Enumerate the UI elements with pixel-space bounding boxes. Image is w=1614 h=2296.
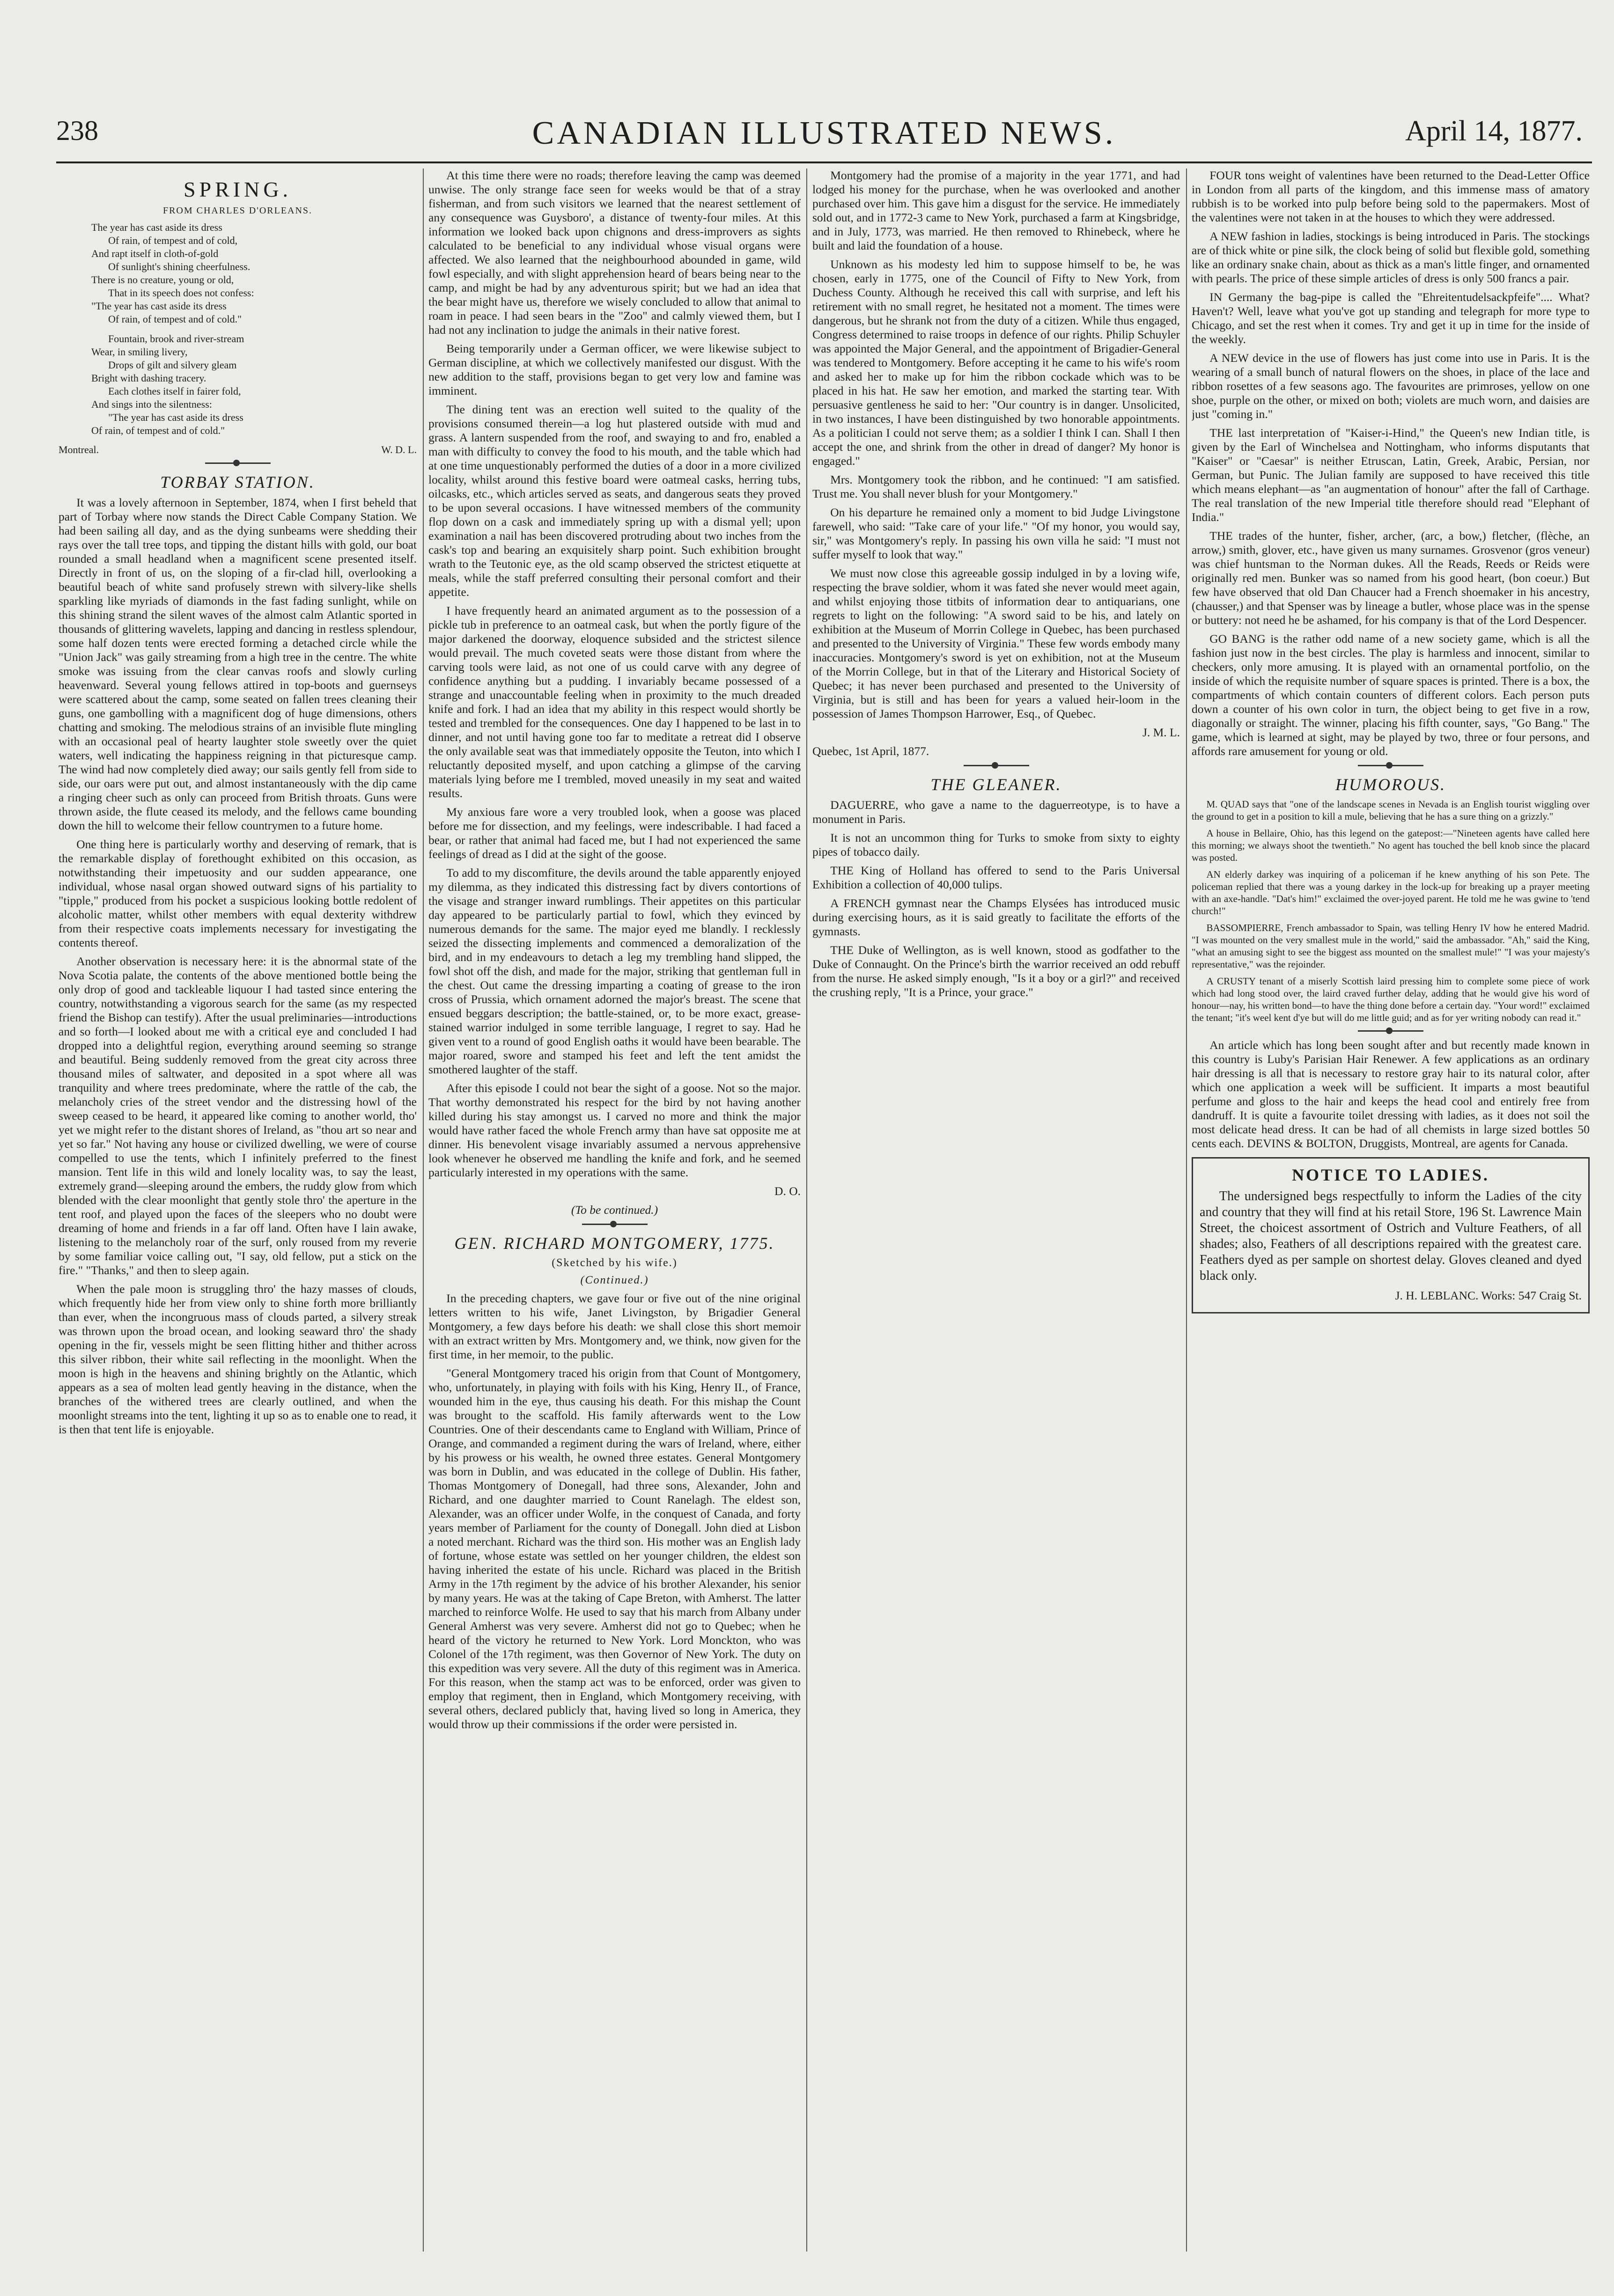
paragraph: A NEW fashion in ladies, stockings is being introduced in Paris. The stockings are of thick white or pine silk, the clock being of solid but flexible gold, something like an ordinary snake chain, about as thick as a man's little finger, and ornamented with pearls. The price of these simple articles of dress is only 500 francs a pair. — [1192, 229, 1590, 285]
column-rule — [423, 169, 424, 2252]
torbay-paragraphs-part-2 — [428, 169, 801, 1180]
montgomery-signature: J. M. L. — [1142, 726, 1180, 739]
paper-title: CANADIAN ILLUSTRATED NEWS. — [532, 115, 1116, 151]
paragraph: AN elderly darkey was inquiring of a policeman if he knew anything of his son Pete. The policeman replied that there was a young darkey in the lock-up for breaking up a prayer meeting with an axe-handle. "Dat's him!" exclaimed the over-joyed parent. He told me he was gwine to 'tend church!" — [1192, 869, 1590, 917]
paragraph: IN Germany the bag-pipe is called the "Ehreitentudelsackpfeife".... What? Haven't? Well, leave what you've got up standing and telegraph for more type to Chicago, and set the rest when it comes. Try and get it up in time for the inside of the weekly. — [1192, 290, 1590, 346]
montgomery-subtitle: (Sketched by his wife.) — [552, 1257, 678, 1269]
montgomery-paragraphs-part-2 — [812, 169, 1180, 721]
paragraph: Another observation is necessary here: it is the abnormal state of the Nova Scotia palate, the contents of the above mentioned bottle being the only drop of good and tackleable liquour I had tasted since entering the country, notwithstanding a vigorous search for the same (as my respected friend the Bishop can testify). After the usual preliminaries—introductions and so forth—I looked about me with a critical eye and concluded I had dropped into a delightful region, everything around seeming so strange and beautiful. Being suddenly removed from the great city across three thousand miles of saltwater, and deposited in a spot where all was tranquility and where trees predominate, where the rattle of the cab, the melancholy cries of the street vendor and the distressing howl of the sweep ceased to be heard, it appeared like coming to another world, tho' yet we might refer to the distant shores of Ireland, as "thou art so near and yet so far." Not having any house or civilized dwelling, we were of course compelled to use the tents, which I infinitely preferred to the finest mansion. Tent life in this wild and lonely locality was, to say the least, extremely grand—sleeping around the embers, the ruddy glow from which blended with the clear moonlight that gently stole thro' the aperture in the tent roof, and played upon the faces of the sleepers who no doubt were dreaming of home and friends in a far off land. Often have I lain awake, listening to the melancholy roar of the surf, only roused from my reverie by some familiar voice calling out, "I say, old fellow, put a stick on the fire." "Thanks," and then to sleep again. — [59, 954, 417, 1277]
paragraph: THE Duke of Wellington, as is well known, stood as godfather to the Duke of Connaught. On the Prince's birth the warrior received an odd rebuff from the nurse. He asked simply enough, "Is it a boy or a girl?" and received the crushing reply, "It is a Prince, your grace." — [812, 943, 1180, 999]
paragraph: To add to my discomfiture, the devils around the table apparently enjoyed my dilemma, as they indicated this distressing fact by divers contortions of the visage and stranger inward rumblings. Their appetites on this particular day appeared to be particularly partial to fowl, which they evinced by numerous demands for the same. The major eyed me blandly. I recklessly seized the dissecting implements and commenced a demoralization of the bird, and in my endeavours to detach a leg my trembling hand slipped, the fowl shot off the dish, and made for the major, striking that gentleman full in the chest. Out came the dressing imparting a coating of grease to the iron cross of Prussia, which ornament adorned the major's breast. The scene that ensued beggars description; the battle-stained, or, to be more exact, grease-stained warrior indulged in some terrible language, I regret to say. Had he given vent to a round of good English oaths it would have been bearable. The major roared, swore and stamped his feet and left the tent amidst the smothered laughter of the staff. — [428, 866, 801, 1076]
paragraph: BASSOMPIERRE, French ambassador to Spain, was telling Henry IV how he entered Madrid. "I was mounted on the very smallest mule in the world," said the ambassador. "Ah," said the King, "what an amusing sight to see the biggest ass mounted on the smallest mule!" "I was your majesty's representative," was the rejoinder. — [1192, 922, 1590, 970]
humorous-title: HUMOROUS. — [1335, 775, 1446, 794]
torbay-continued: (To be continued.) — [571, 1203, 658, 1217]
paragraph: I have frequently heard an animated argument as to the possession of a pickle tub in preference to an oatmeal cask, but when the portly figure of the major darkened the doorway, eloquence subsided and the strictest silence would prevail. The much coveted seats were those distant from where the carving tools were laid, as not one of us could carve with any degree of confidence anything but a pudding. I invariably became possessed of a strange and unaccountable feeling when in proximity to the much dreaded knife and fork. I had an idea that my ability in this respect would shortly be tested and trembled for the consequences. One day I happened to be last in to dinner, and not until having gone too far to meditate a retreat did I observe the only available seat was that immediately opposite the Teuton, into which I reluctantly deposited myself, and upon catching a glimpse of the carving materials lying before me I trembled, moved uneasily in my seat and waited results. — [428, 604, 801, 800]
paragraph: On his departure he remained only a moment to bid Judge Livingstone farewell, who said: "Take care of your life." "Of my honor, you would say, sir," was Montgomery's reply. In passing his own villa he said: "I must not suffer myself to look that way." — [812, 506, 1180, 561]
gleaner-title: THE GLEANER. — [930, 775, 1062, 794]
poem-line: Of sunlight's shining cheerfulness. — [108, 261, 251, 272]
column-rule — [806, 169, 807, 2252]
spring-poem — [91, 221, 417, 437]
paragraph: A CRUSTY tenant of a miserly Scottish laird pressing him to complete some piece of work which had long stood over, the laird craved further delay, adding that he would give his word of honour—nay, his written bond—to have the thing done before a certain day. "Your word!" exclaimed the tenant; "it's weel kent d'ye but will do me little guid; and as for yer writing nobody can read it." — [1192, 976, 1590, 1023]
column-1 — [59, 169, 417, 2252]
humorous-paragraphs — [1192, 798, 1590, 1024]
paragraph: A NEW device in the use of flowers has just come into use in Paris. It is the wearing of a small bunch of natural flowers on the shoes, in place of the lace and ribbon rosettes of a few seasons ago. The favourites are primroses, yellow on one shoe, purple on the other, or mixed on both; violets are much worn, and daisies are just "coming in." — [1192, 351, 1590, 421]
spring-signature-row — [59, 444, 417, 456]
notice-text: The undersigned begs respectfully to inform the Ladies of the city and country that they will find at his retail Store, 196 St. Lawrence Main Street, the choicest assortment of Ostrich and Vulture Feathers, of all shades; also, Feathers of all descriptions repaired with the greatest care. Feathers dyed as per sample on shortest delay. Gloves cleaned and dyed black only. — [1200, 1189, 1582, 1283]
stanza-gap — [91, 326, 417, 332]
paragraph: THE King of Holland has offered to send to the Paris Universal Exhibition a collection of 40,000 tulips. — [812, 864, 1180, 891]
torbay-title: TORBAY STATION. — [160, 473, 315, 491]
poem-line: And rapt itself in cloth-of-gold — [91, 248, 219, 259]
notice-signature: J. H. LEBLANC. Works: 547 Craig St. — [1395, 1289, 1582, 1302]
poem-line: The year has cast aside its dress — [91, 221, 222, 233]
paragraph: After this episode I could not bear the sight of a goose. Not so the major. That worthy demonstrated his respect for the bird by not having another killed during his stay amongst us. I carved no more and think the major would have rather faced the whole French army than have sat opposite me at dinner. His benevolent visage invariably assumed a nervous apprehensive look whenever he observed me handling the knife and fork, and he seemed particularly interested in my operations with the same. — [428, 1081, 801, 1179]
poem-line: Wear, in smiling livery, — [91, 346, 188, 358]
poem-line: Of rain, of tempest and of cold." — [108, 313, 242, 325]
poem-line: "The year has cast aside its dress — [108, 411, 243, 423]
montgomery-title: GEN. RICHARD MONTGOMERY, 1775. — [454, 1234, 775, 1253]
paragraph: It was a lovely afternoon in September, 1874, when I first beheld that part of Torbay where now stands the Direct Cable Company Station. We had been sailing all day, and as the dying sunbeams were shedding their rays over the tall tree tops, and tipping the distant hills with gold, our boat rounded a small headland when a magnificent scene presented itself. Directly in front of us, on the sloping of a fir-clad hill, overlooking a beautiful beach of white sand profusely strewn with silvery-like shells sparkling like myriads of diamonds in the fast fading sunlight, while on this shining strand the silent waves of the almost calm Atlantic sported in thousands of glittering wavelets, lapping and dancing in restless splendour, some half dozen tents were erected forming a detached circle while the "Union Jack" was gaily streaming from a high tree in the centre. The white smoke was issuing from the clear canvas roofs and slowly curling heavenward. Several young fellows attired in top-boots and guernseys were scattered about the camp, some seated on fallen trees cleaning their guns, one gambolling with a magnificent dog of huge dimensions, others chatting and smoking. The melodious strains of an invisible flute mingling with an occasional peal of hearty laughter stole sweetly over the quiet waters, well indicating the happiness reigning in that picturesque camp. The wind had now completely died away; our sails gently fell from side to side, our oars were put out, and almost instantaneously with the dip came a ringing cheer such as only can proceed from British throats. Guns were thrown aside, the flute ceased its melody, and the fellows came bounding down the hill to welcome their fellow countrymen to a future home. — [59, 496, 417, 832]
paragraph: We must now close this agreeable gossip indulged in by a loving wife, respecting the brave soldier, whom it was fated she never would meet again, and whilst enjoying those titbits of information dear to antiquarians, one regrets to light on the following: "A sword said to be his, and lately on exhibition at the Museum of Morrin College in Quebec, has been purchased and presented to the University of Virginia." These few words embody many inaccuracies. Montgomery's sword is yet on exhibition, not at the Museum of the Morrin College, but in that of the Literary and Historical Society of Quebec; it has never been purchased and presented to the University of Virginia, but is still and has been for years a valued heir-loom in the possession of James Thompson Harrower, Esq., of Quebec. — [812, 566, 1180, 720]
paragraph: THE last interpretation of "Kaiser-i-Hind," the Queen's new Indian title, is given by the Earl of Winchelsea and Nottingham, who informs disputants that "Kaiser" or "Caesar" is neither Etruscan, Latin, Greek, Arabic, Persian, nor German, but Punic. The Julian family are supposed to have received this title which means elephant—as "an augmentation of honour" after the fall of Carthage. The real translation of the new Imperial title therefore should read "Elephant of India." — [1192, 426, 1590, 524]
page-number: 238 — [56, 115, 98, 146]
paragraph: When the pale moon is struggling thro' the hazy masses of clouds, which frequently hide her from view only to shine forth more brilliantly than ever, when the incongruous mass of clouds parted, a silvery streak was thrown upon the broad ocean, and looking seaward thro' the shady opening in the fir, vessels might be seen flitting hither and thither across this silver ribbon, their white sail reflecting in the moonlight. When the moon is high in the heavens and shining brightly on the Atlantic, which appears as a sea of molten lead gently heaving in the distance, when the branches of the withered trees are clearly outlined, and when the moonlight streams into the tent, lighting it up so as to enable one to read, it is then that tent life is enjoyable. — [59, 1282, 417, 1436]
poem-line: Bright with dashing tracery. — [91, 372, 206, 384]
gleaner-paragraphs — [812, 798, 1180, 999]
montgomery-dateline: Quebec, 1st April, 1877. — [812, 744, 929, 758]
spring-place: Montreal. — [59, 444, 99, 455]
paragraph: DAGUERRE, who gave a name to the daguerreotype, is to have a monument in Paris. — [812, 798, 1180, 826]
column-3 — [812, 169, 1180, 2252]
divider — [964, 765, 1029, 766]
poem-line: Of rain, of tempest and of cold, — [108, 235, 238, 246]
masthead-rule — [56, 161, 1592, 163]
poem-line: There is no creature, young or old, — [91, 274, 234, 286]
spring-signature: W. D. L. — [381, 444, 417, 455]
notice-box — [1192, 1157, 1590, 1313]
paragraph: The dining tent was an erection well suited to the quality of the provisions consumed therein—a log hut plastered outside with mud and grass. A lantern suspended from the roof, and swaying to and fro, enabled a man with difficulty to convey the food to his mouth, and the table which had at one time unquestionably performed the duties of a door in a more civilized locality, whilst around this festive board were oatmeal casks, herring tubs, oilcasks, etc., which articles served as seats, and dangerous seats they proved to be upon several occasions. I have witnessed members of the community flop down on a cask and immediately spring up with a dismal yell; upon examination a nail has been discovered protruding about two inches from the cask's top and bearing an exquisitely sharp point. Such exhibition brought wrath to the Teutonic eye, as the old scamp observed the strictest etiquette at meals, while the staff preferred consulting their personal comfort and their appetite. — [428, 403, 801, 599]
column-4 — [1192, 169, 1590, 2252]
poem-line: Fountain, brook and river-stream — [108, 333, 244, 345]
divider — [582, 1224, 648, 1225]
miscellany-paragraphs — [1192, 169, 1590, 758]
divider — [1358, 765, 1423, 766]
column-rule — [1186, 169, 1187, 2252]
paragraph: GO BANG is the rather odd name of a new society game, which is all the fashion just now in the best circles. The play is harmless and innocent, similar to checkers, only more amusing. It is played with an ornamental portfolio, on the inside of which the requisite number of square spaces is printed. There is a box, the compartments of which contain counters of different colors. Each person puts down a counter of his own color in turn, the object being to get five in a row, diagonally or straight. The winner, placing his fifth counter, says, "Go Bang." The game, which is learned at sight, may be played by two, three or four persons, and affords rare amusement for young or old. — [1192, 632, 1590, 758]
issue-date: April 14, 1877. — [1405, 115, 1583, 147]
montgomery-continued: (Continued.) — [580, 1274, 649, 1286]
paragraph: Montgomery had the promise of a majority in the year 1771, and had lodged his money for the purchase, when he was overlooked and another purchased over him. This gave him a disgust for the service. He immediately sold out, and in 1772-3 came to New York, purchased a farm at Kingsbridge, and in July, 1773, was married. He then removed to Rhinebeck, where he built and laid the foundation of a house. — [812, 169, 1180, 252]
paragraph: A FRENCH gymnast near the Champs Elysées has introduced music during exercising hours, as it is said greatly to facilitate the efforts of the gymnasts. — [812, 896, 1180, 938]
paragraph: THE trades of the hunter, fisher, archer, (arc, a bow,) fletcher, (flèche, an arrow,) smith, glover, etc., have given us many surnames. Grosvenor (gros veneur) was chief huntsman to the Norman dukes. All the Reads, Reeds or Reids were originally red men. Bunker was so named from his good heart, (bon coeur.) But few have observed that old Dan Chaucer had a French shoemaker in his ancestry, (chausser,) and that Spenser was by lineage a butler, whose place was in the spense or buttery: not need he be ashamed, for his company is that of the Lord Despencer. — [1192, 529, 1590, 627]
montgomery-paragraphs-part-1 — [428, 1291, 801, 1731]
poem-line: "The year has cast aside its dress — [91, 300, 227, 312]
masthead — [56, 115, 1592, 157]
poem-line: Each clothes itself in fairer fold, — [108, 385, 241, 397]
paragraph: My anxious fare wore a very troubled look, when a goose was placed before me for dissection, and my feelings, were indescribable. I had faced a bear, or rather that animal had faced me, but I had not experienced the same feelings of dread as I did at the sight of the goose. — [428, 805, 801, 861]
paragraph: M. QUAD says that "one of the landscape scenes in Nevada is an English tourist wiggling over the ground to get in a position to kill a mule, believing that he has a sure thing on a grizzly." — [1192, 799, 1590, 822]
paragraph: FOUR tons weight of valentines have been returned to the Dead-Letter Office in London from all parts of the kingdom, and this immense mass of amatory rubbish is to be worked into pulp before being sold to the papermakers. Most of the valentines were not taken in at the houses to which they were addressed. — [1192, 169, 1590, 224]
spring-title: SPRING. — [183, 177, 292, 201]
paragraph: In the preceding chapters, we gave four or five out of the nine original letters written to his wife, Janet Livingston, by Brigadier General Montgomery, a few days before his death: we shall close this short memoir with an extract written by Mrs. Montgomery and, we think, now given for the first time, in her memoir, to the public. — [428, 1291, 801, 1361]
poem-line: That in its speech does not confess: — [108, 287, 254, 299]
notice-title: NOTICE TO LADIES. — [1292, 1166, 1489, 1184]
paragraph: It is not an uncommon thing for Turks to smoke from sixty to eighty pipes of tobacco daily. — [812, 831, 1180, 858]
divider — [1358, 1030, 1423, 1032]
paragraph: A house in Bellaire, Ohio, has this legend on the gatepost:—"Nineteen agents have called here this morning; we always shoot the twentieth." No agent has touched the bell knob since the placard was posted. — [1192, 828, 1590, 863]
torbay-signature: D. O. — [774, 1184, 801, 1198]
paragraph: Unknown as his modesty led him to suppose himself to be, he was chosen, early in 1775, one of the Council of Fifty to New York, from Duchess County. Although he received this call with surprise, and left his retirement with no small regret, he hesitated not a moment. The times were dangerous, but he shrank not from the duty of a citizen. While thus engaged, Congress determined to raise troops in defence of our rights. Philip Schuyler was appointed the Major General, and the appointment of Brigadier-General was tendered to Montgomery. Before accepting it he came to his wife's room and asked her to make up for him the ribbon cockade which was to be placed in his hat. He saw her emotion, and marked the starting tear. With persuasive gentleness he said to her: "Our country is in danger. Unsolicited, in two instances, I have been distinguished by two honorable appointments. As a politician I could not serve them; as a soldier I think I can. Shall I then accept the one, and shrink from the other in dread of danger? My honor is engaged." — [812, 257, 1180, 468]
poem-line: Drops of gilt and silvery gleam — [108, 359, 237, 371]
torbay-paragraphs-part-1 — [59, 496, 417, 1437]
poem-line: And sings into the silentness: — [91, 398, 212, 410]
hair-renewer-advert: An article which has long been sought after and but recently made known in this country is Luby's Parisian Hair Renewer. A few applications as an ordinary hair dressing is all that is necessary to restore gray hair to its natural color, after which one application a week will be sufficient. It imparts a most beautiful perfume and gloss to the hair and keeps the head cool and entirely free from dandruff. It is quite a favourite toilet dressing with ladies, as it does not soil the most delicate head dress. It can be had of all chemists in large sized bottles 50 cents each. DEVINS & BOLTON, Druggists, Montreal, are agents for Canada. — [1192, 1038, 1590, 1150]
paragraph: One thing here is particularly worthy and deserving of remark, that is the remarkable display of forethought exhibited on this occasion, as notwithstanding their impetuosity and our sudden appearance, one individual, whose nasal organ showed outward signs of his partiality to "tipple," produced from his pocket a suspicious looking bottle redolent of alcoholic matter, whilst other members with equal dexterity withdrew from their respective coats implements necessary for investigating the contents thereof. — [59, 837, 417, 949]
divider — [205, 462, 271, 464]
column-2 — [428, 169, 801, 2252]
paragraph: At this time there were no roads; therefore leaving the camp was deemed unwise. The only strange face seen for weeks would be that of a stray fisherman, and from such visitors we learned that the nearest settlement of any consequence was Guysboro', a distance of twenty-four miles. At this information we looked back upon chignons and dress-improvers as sights calculated to be beneficial to any individual whose visual organs were affected. We also learned that the neighbourhood abounded in game, wild fowl especially, and with slight apprehension heard of bears being near to the camp, and might be had by any adventurous spirit; but we had an idea that the bear might have us, therefore we wisely concluded to allow that animal to roam in peace. I had seen bears in the "Zoo" and calmly viewed them, but I had not any inclination to judge the animals in their native forest. — [428, 169, 801, 337]
paragraph: Being temporarily under a German officer, we were likewise subject to German discipline, at which we collectively manifested our disgust. With the new addition to the staff, provisions began to get very low and famine was imminent. — [428, 342, 801, 397]
poem-line: Of rain, of tempest and of cold." — [91, 425, 225, 436]
paragraph: Mrs. Montgomery took the ribbon, and he continued: "I am satisfied. Trust me. You shall never blush for your Montgomery." — [812, 473, 1180, 500]
paragraph: "General Montgomery traced his origin from that Count of Montgomery, who, unfortunately, in playing with foils with his King, Henry II., of France, wounded him in the eye, thus causing his death. For this mishap the Count was brought to the scaffold. His family afterwards went to the Low Countries. One of their descendants came to England with William, Prince of Orange, and commanded a regiment during the wars of Ireland, where, either by his prowess or his wealth, he owned three estates. General Montgomery was born in Dublin, and was educated in the college of Dublin. His father, Thomas Montgomery of Donegall, had three sons, Alexander, John and Richard, and one daughter married to Count Ranelagh. The eldest son, Alexander, was an officer under Wolfe, in the conquest of Canada, and forty years member of Parliament for the county of Donegall. John died at Lisbon a noted merchant. Richard was the third son. His mother was an English lady of fortune, whose estate was settled on her younger children, the eldest son having inherited the estate of his uncle. Richard was placed in the British Army in the 17th regiment by the advice of his brother Alexander, his senior by many years. He was at the taking of Cape Breton, with Amherst. The latter marched to reinforce Wolfe. He used to say that his march from Albany under General Amherst was very severe. Amherst did not go to Quebec; when he heard of the victory he returned to New York. Lord Monckton, who was Colonel of the 17th regiment, was then Governor of New York. The duty on this expedition was very severe. All the duty of this regiment was in America. For this reason, when the stamp act was to be enforced, order was given to employ that regiment, then in England, which Montgomery receiving, with several others, declared publicly that, having lived so long in America, they would throw up their commissions if the order were persisted in. — [428, 1366, 801, 1731]
spring-attribution: FROM CHARLES D'ORLEANS. — [162, 205, 313, 216]
